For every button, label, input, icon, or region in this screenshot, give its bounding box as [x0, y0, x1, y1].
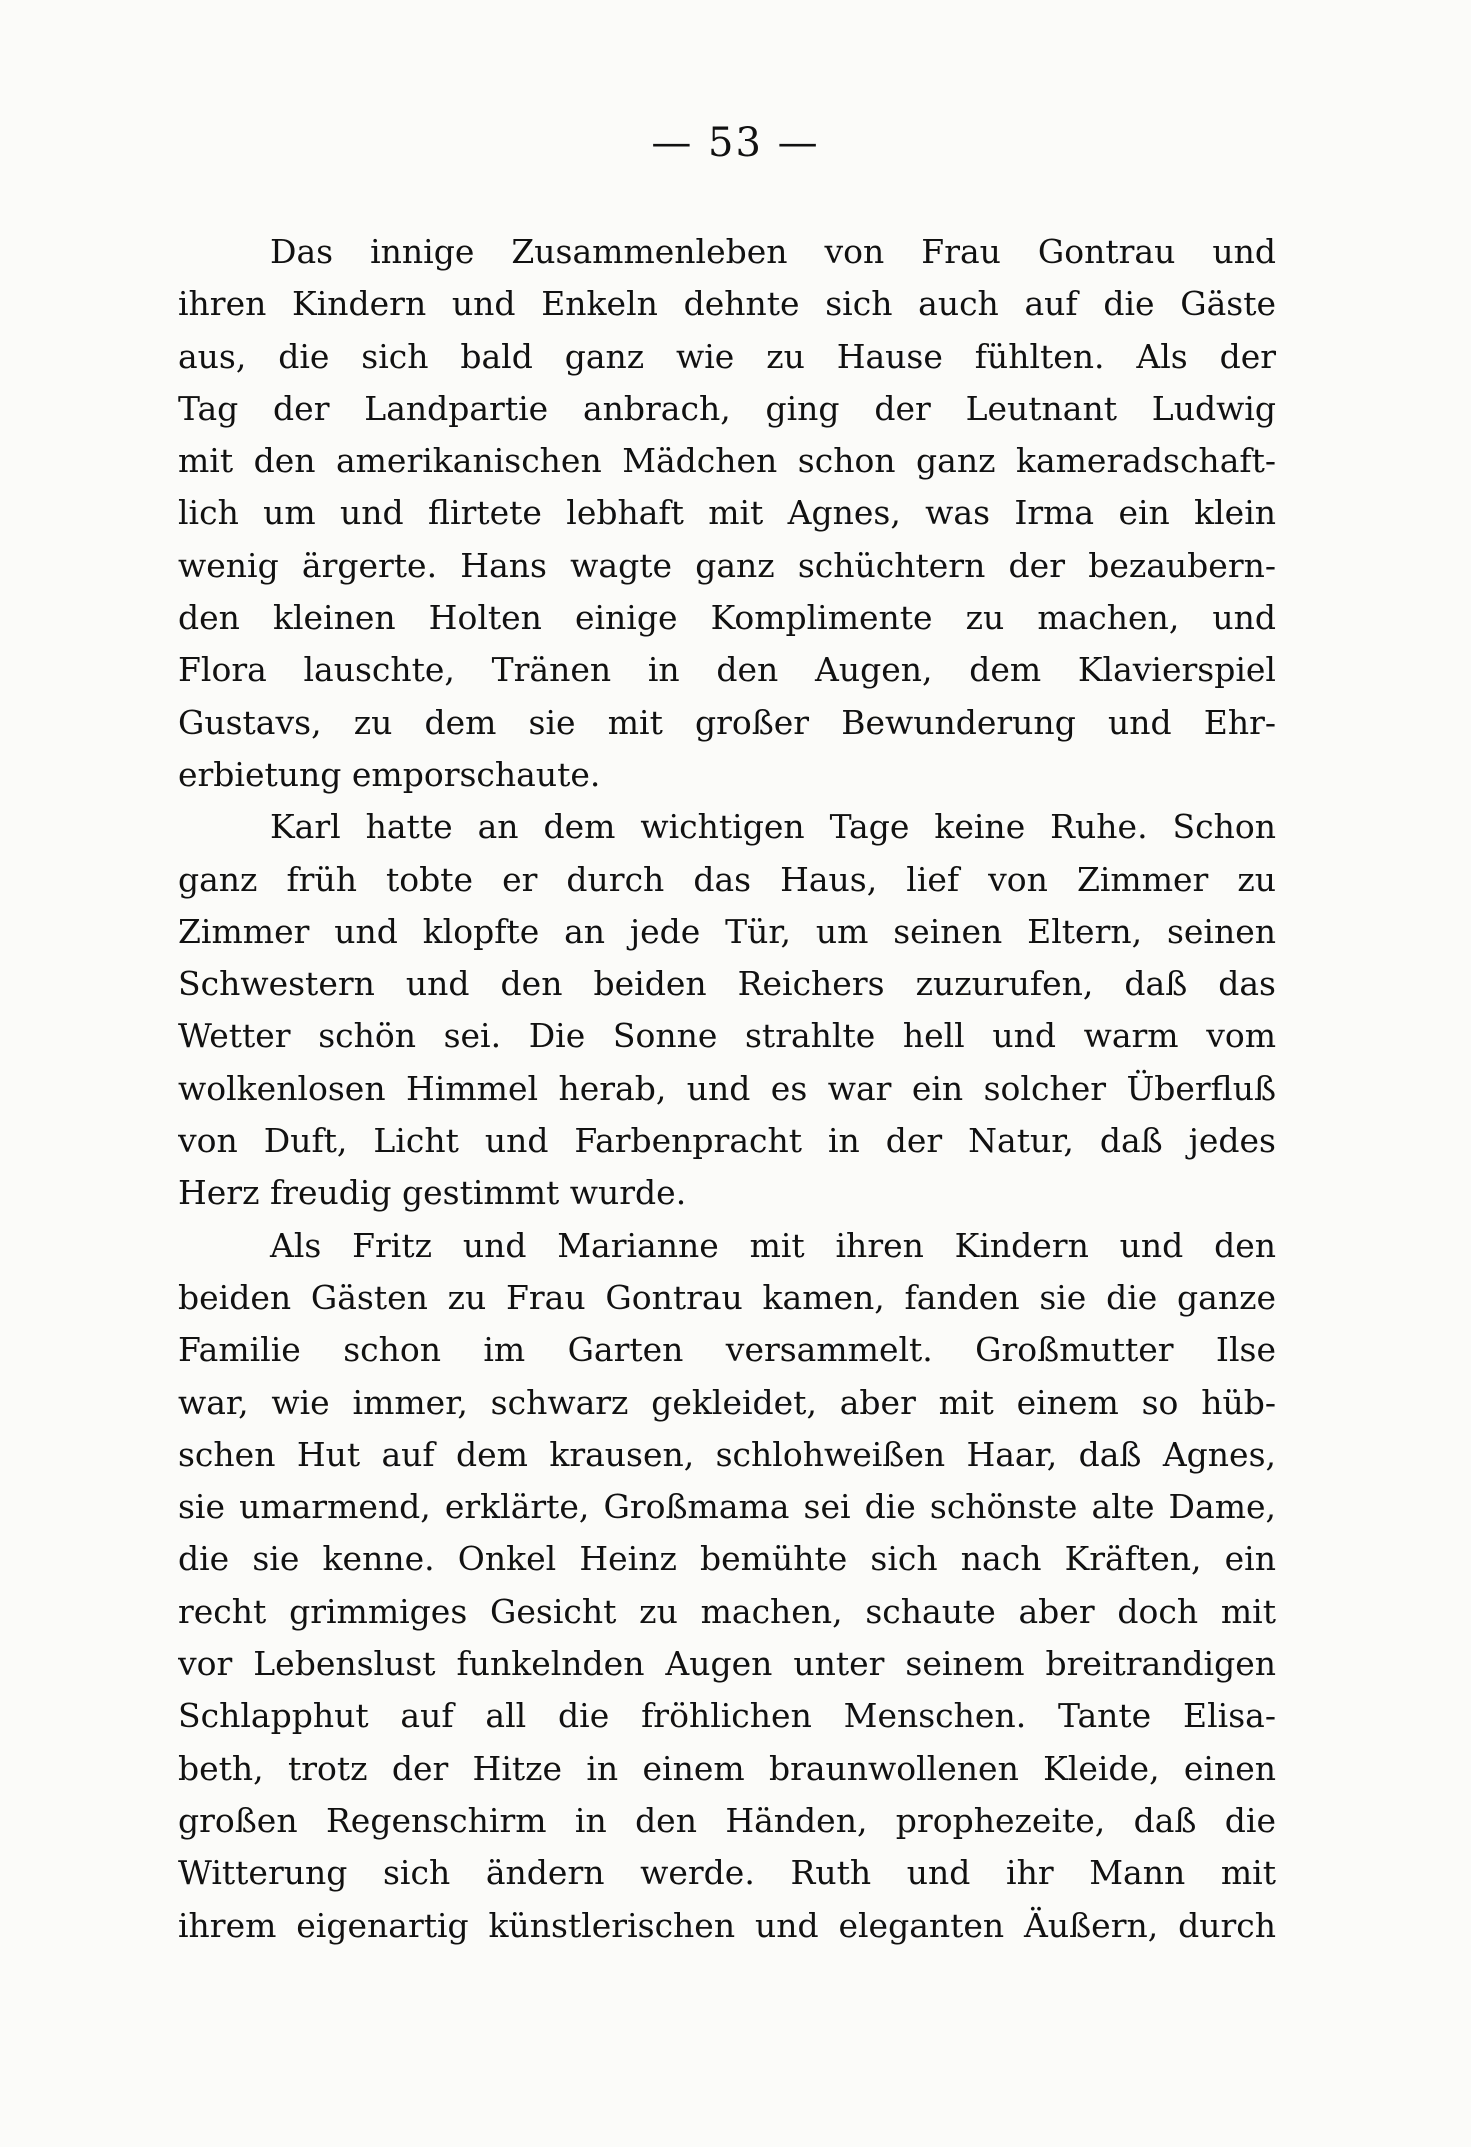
text-line: Zimmer und klopfte an jede Tür, um seinen Eltern, seinen — [178, 911, 1276, 951]
text-line: ihren Kindern und Enkeln dehnte sich auch auf die Gäste — [178, 284, 1276, 324]
text-line: erbietung emporschaute. — [178, 754, 601, 794]
text-line: war, wie immer, schwarz gekleidet, aber mit einem so hüb- — [178, 1382, 1276, 1422]
text-line: Flora lauschte, Tränen in den Augen, dem Klavierspiel — [178, 650, 1276, 690]
text-line: Wetter schön sei. Die Sonne strahlte hell und warm vom — [178, 1016, 1276, 1056]
text-line: mit den amerikanischen Mädchen schon ganz kameradschaft- — [178, 441, 1276, 481]
text-line: Schwestern und den beiden Reichers zuzurufen, daß das — [178, 964, 1276, 1004]
text-line: wenig ärgerte. Hans wagte ganz schüchtern der bezaubern- — [178, 545, 1276, 585]
text-line: Schlapphut auf all die fröhlichen Menschen. Tante Elisa- — [178, 1696, 1276, 1736]
text-line: Familie schon im Garten versammelt. Großmutter Ilse — [178, 1330, 1276, 1370]
text-line: Herz freudig gestimmt wurde. — [178, 1173, 687, 1213]
text-line: ihrem eigenartig künstlerischen und eleganten Äußern, durch — [178, 1905, 1276, 1945]
text-line: Gustavs, zu dem sie mit großer Bewunderung und Ehr- — [178, 702, 1276, 742]
text-line: ganz früh tobte er durch das Haus, lief von Zimmer zu — [178, 859, 1276, 899]
text-line: Tag der Landpartie anbrach, ging der Leutnant Ludwig — [178, 388, 1276, 428]
text-line: Als Fritz und Marianne mit ihren Kindern und den — [270, 1225, 1276, 1265]
text-line: schen Hut auf dem krausen, schlohweißen Haar, daß Agnes, — [178, 1434, 1276, 1474]
text-line: beth, trotz der Hitze in einem braunwollenen Kleide, einen — [178, 1748, 1276, 1788]
body-text — [178, 226, 1276, 1952]
text-line: großen Regenschirm in den Händen, prophezeite, daß die — [178, 1800, 1276, 1840]
text-line: sie umarmend, erklärte, Großmama sei die schönste alte Dame, — [178, 1487, 1276, 1527]
text-line: lich um und flirtete lebhaft mit Agnes, was Irma ein klein — [178, 493, 1276, 533]
text-line: vor Lebenslust funkelnden Augen unter seinem breitrandigen — [178, 1644, 1276, 1684]
text-line: beiden Gästen zu Frau Gontrau kamen, fanden sie die ganze — [178, 1277, 1276, 1317]
text-line: den kleinen Holten einige Komplimente zu machen, und — [178, 598, 1276, 638]
text-line: wolkenlosen Himmel herab, und es war ein solcher Überfluß — [178, 1068, 1276, 1108]
text-line: Das innige Zusammenleben von Frau Gontrau und — [270, 232, 1276, 271]
page-number: — 53 — — [651, 120, 820, 166]
text-line: recht grimmiges Gesicht zu machen, schaute aber doch mit — [178, 1591, 1276, 1631]
text-line: die sie kenne. Onkel Heinz bemühte sich nach Kräften, ein — [178, 1539, 1276, 1579]
text-line: Witterung sich ändern werde. Ruth und ihr Mann mit — [178, 1853, 1276, 1893]
text-line: aus, die sich bald ganz wie zu Hause fühlten. Als der — [178, 336, 1276, 376]
text-line: von Duft, Licht und Farbenpracht in der Natur, daß jedes — [178, 1121, 1276, 1161]
text-line: Karl hatte an dem wichtigen Tage keine Ruhe. Schon — [270, 807, 1276, 847]
